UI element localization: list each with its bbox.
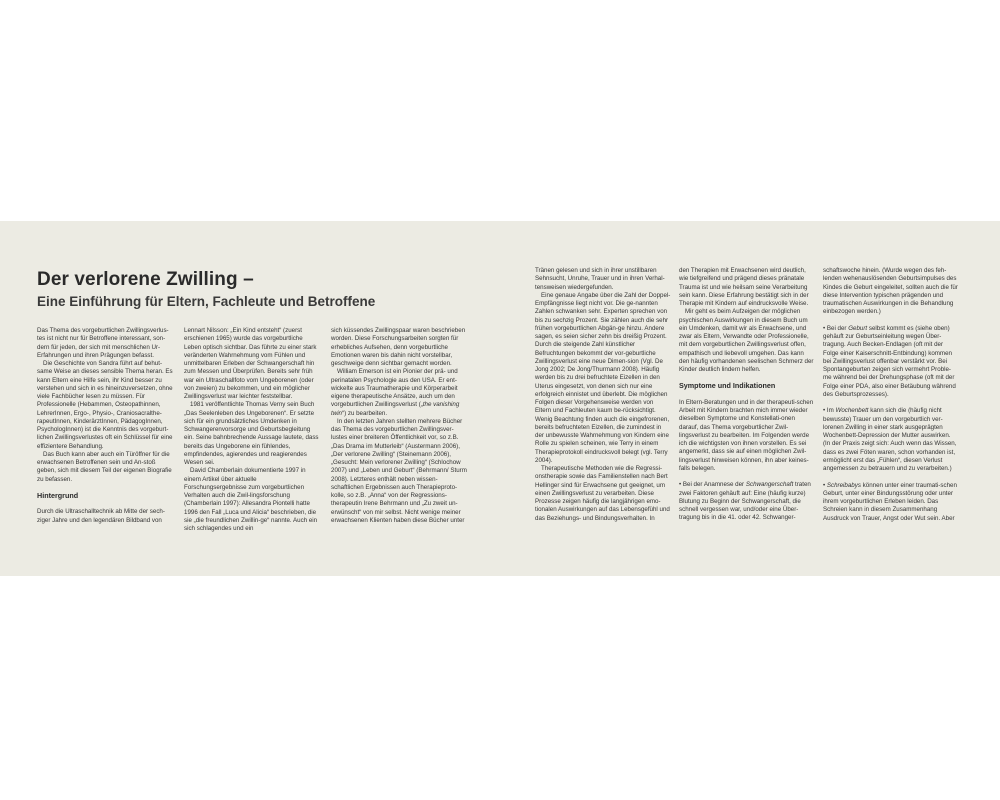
text-span: • Im [823,407,836,415]
paragraph: In Eltern-Beratungen und in der therapeuti-schen Arbeit mit Kindern brachten mich immer wieder dieselben Symptome und Konstellati-onen darauf, das Thema vorgeburtlicher Zwil-lingsverlust zu bearbeiten. Im Folgenden werde ich die wichtigsten von ihnen vorstellen. Es sei angemerkt, dass sie auf einen möglichen Zwil-lingsverlust hinweisen können, ihn aber keines-falls belegen. [679,398,814,472]
paragraph: Durch die Ultraschalltechnik ab Mitte der sech-ziger Jahre und den legendären Bildband von [37,508,165,524]
paragraph: sich küssendes Zwillingspaar waren beschrieben worden. Diese Forschungsarbeiten sorgten für erhebliches Aufsehen, denn vorgeburtliche Emotionen waren bis dahin nicht vorstellbar, geschweige denn sichtbar gemacht worden. [331,327,466,367]
paragraph: Eine genaue Angabe über die Zahl der Doppel-Empfängnisse liegt nicht vor. Die ge-nannten Zahlen schwanken sehr. Experten sprechen von bis zu sechzig Prozent. Sie zählen auch die sehr frühen vorgeburtlichen Abgän-ge hinzu. Andere sagen, es seien sicher zehn bis dreißig Prozent. Durch die steigende Zahl künstlicher Befruchtungen bekommt der vor-geburtliche Zwillingsverlust eine neue Dimen-sion (Vgl. De Jong 2002; De Jong/Thurmann 2008). Häufig werden bis zu drei befruchtete Eizellen in den Uterus eingesetzt, von denen sich nur eine erfolgreich einnistet und überlebt. Die möglichen Folgen dieser Vorgehensweise werden von Eltern und Fachleuten kaum be-rücksichtigt. Wenig Beachtung finden auch die eingefrorenen, bereits befruchteten Eizellen, die zumindest in der unbewusste Wahrnehmung von Kindern eine Rolle zu spielen scheinen, wie Terry in einem Therapieprotokoll eindrucksvoll belegt (vgl. Terry 2004). [535,291,671,464]
bullet-paragraph [823,325,959,399]
text-column-2 [184,327,320,533]
paragraph: 1981 veröffentlichte Thomas Verny sein Buch „Das Seelenleben des Ungeborenen“. Er setzte sich für ein grundsätzliches Umdenken in Schwangerenvorsorge und Geburtsbegleitung ein. Seine bahnbrechende Aussage lautete, dass bereits das Ungeborene ein fühlendes, empfindendes, agierendes und reagierendes Wesen sei. [184,401,319,466]
bullet-paragraph [823,407,959,473]
paragraph: Das Buch kann aber auch ein Türöffner für die erwachsenen Betroffenen sein und An-stoß geben, sich mit diesem Teil der eigenen Biografie zu befassen. [37,450,172,483]
text-span: William Emerson ist ein Pionier der prä- und perinatalen Psychologie aus den USA. Er ent-wickelte aus Traumatherapie und Körperarbeit eigene therapeutische Ansätze, auch um den vorgeburtlichen Zwillingsverlust („ [331,368,458,409]
bullet-paragraph [679,481,815,522]
paragraph: Das Thema des vorgeburtlichen Zwillingsverlus-tes ist nicht nur für Betroffene interessant, son-dern für jeden, der sich mit menschlichen Ur-Erfahrungen und ihren Prägungen befasst. [37,327,169,359]
paragraph: Lennart Nilsson: „Ein Kind entsteht“ (zuerst erschienen 1965) wurde das vorgeburtliche Leben optisch sichtbar. Das führte zu einer stark veränderten Wahrnehmung vom Fühlen und unmittelbaren Erleben der Schwangerschaft hin zum Messen und Überprüfen. Bereits sehr früh war ein Ultraschallfoto vom Ungeborenen (oder von zweien) zu bekommen, und ein möglicher Zwillingsverlust war leichter feststellbar. [184,327,317,400]
text-column-1 [37,327,173,525]
paragraph: David Chamberlain dokumentierte 1997 in einem Artikel über aktuelle Forschungsergebnisse zum vorgeburtlichen Verhalten auch die Zwil-lingsforschung (Chamberlain 1997): Allesandra Piontelli hatte 1996 den Fall „Luca und Alicia“ beschrieben, die sie „die freundlichen Zwillin-ge“ nannte. Auch ein sich schlagendes und ein [184,467,318,532]
italic-phrase: Wochenbett [835,407,869,415]
italic-phrase: the vanishing twin [331,401,460,417]
text-column-4 [535,267,671,523]
paragraph [331,368,467,418]
text-column-6 [823,267,959,523]
text-span: “) zu bearbeiten. [342,409,388,417]
article-subtitle: Eine Einführung für Eltern, Fachleute und Betroffene [37,294,376,309]
text-column-5 [679,267,815,523]
text-span: selbst kommt es (siehe oben) gehäuft zur Geburtseinleitung wegen Über-tragung. Auch Becken-Endlagen (oft mit der Folge einer Kaiserschnitt-Entbindung) kommen bei Zwillingsverlust offenbar verstärkt vor. Bei Spontangeburten zeigen sich vermehrt Proble-me während bei der Drehungsphase (oft mit der Folge einer PDA, also einer Betäubung während des Geburtsprozesses). [823,324,956,398]
text-span: können unter einer traumati-schen Geburt, unter einer Bindungsstörung oder unter ihrem vorgeburtlichen Erleben leiden. Das Schreien kann in diesem Zusammenhang Ausdruck von Trauer, Angst oder Wut sein. Aber [823,481,957,522]
text-span: • Bei der Anamnese der [679,481,746,489]
paragraph: Therapeutische Methoden wie die Regressi-onstherapie sowie das Familienstellen nach Bert Hellinger sind für Erwachsene gut geeignet, um einen Zwillingsverlust zu verarbeiten. Diese Prozesse zeigen häufig die langjährigen emo-tionalen Auswirkungen auf das Lebensgefühl und das Beziehungs- und Bindungsverhalten. In [535,465,670,522]
text-span: • [823,481,827,489]
article-title: Der verlorene Zwilling – [37,269,254,290]
italic-phrase: Geburt [848,324,868,332]
paragraph: Mir geht es beim Aufzeigen der möglichen psychischen Auswirkungen in diesem Buch um ein Umdenken, damit wir als Erwachsene, und zwar als Eltern, Verwandte oder Professionelle, mit dem vorgeburtlichen Zwillingsverlust offen, empathisch und liebevoll umgehen. Das kann den häufig vorhandenen seelischen Schmerz der Kinder deutlich lindern helfen. [679,308,814,373]
bullet-paragraph [823,482,959,523]
section-heading-hintergrund: Hintergrund [37,490,79,500]
paragraph: Die Geschichte von Sandra führt auf behut-same Weise an dieses sensible Thema heran. Es kann Eltern eine Hilfe sein, ihr Kind besser zu verstehen und sich in es hineinzuversetzen, ohne viele Fachbücher lesen zu müssen. Für Professionelle (Hebammen, Osteopathinnen, LehrerInnen, Ergo-, Physio-, Craniosacralthe-rapeutInnen, KinderärztInnen, PädagogInnen, PsychologInnen) ist die Kenntnis des vorgeburt-lichen Zwillingsverlustes oft ein Schlüssel für eine effizientere Behandlung. [37,360,173,450]
text-span: kann sich die (häufig nicht bewusste) Trauer um den vorgeburtlich ver-lorenen Zwilling in einer stark ausgeprägten Wochenbett-Depression der Mutter auswirken. (In der Praxis zeigt sich: Auch wenn das Wissen, dass es zwei Föten waren, schon vorhanden ist, ermöglicht erst das „Fühlen“, diesen Verlust angemessen zu betrauern und zu verarbeiten.) [823,407,957,472]
section-heading-symptome: Symptome und Indikationen [679,381,776,391]
paragraph: schaftswoche hinein. (Wurde wegen des feh-lenden wehenauslösenden Geburtsimpulses des Kindes die Geburt eingeleitet, sollten auch die für diese Intervention typischen prägenden und traumatischen Auswirkungen in die Behandlung einbezogen werden.) [823,267,958,316]
text-column-3 [331,327,467,525]
italic-phrase: Schwangerschaft [745,481,794,489]
italic-phrase: Schreibabys [826,481,861,489]
paragraph: Tränen gelesen und sich in ihrer unstillbaren Sehnsucht, Unruhe, Trauer und in ihren Verhal-tensweisen wiedergefunden. [535,267,665,291]
text-span: • Bei der [823,324,849,332]
paragraph: den Therapien mit Erwachsenen wird deutlich, wie tiefgreifend und prägend dieses pränatale Trauma ist und wie heilsam seine Verarbeitung sein kann. Diese Erfahrung bestätigt sich in der Therapie mit Kindern auf eindrucksvolle Weise. [679,267,809,307]
book-spread [0,221,1000,576]
paragraph: In den letzten Jahren stellten mehrere Bücher das Thema des vorgeburtlichen Zwillingsver-lustes einer breiteren Öffentlichkeit vor, so z.B. „Das Drama im Mutterleib“ (Austermann 2006), „Der verlorene Zwilling“ (Steinemann 2006), „Gesucht: Mein verlorener Zwilling“ (Schlochow 2007) und „Leben und Geburt“ (Behrmann/ Sturm 2008). Letzteres enthält neben wissen-schaftlichen Ergebnissen auch Therapieproto-kolle, so z.B. „Anna“ von der Regressions-therapeutin Irene Behrmann und „Zu zweit un-erwünscht“ von mir selbst. Nicht wenige meiner erwachsenen Klienten haben diese Bücher unter [331,417,467,524]
text-span: traten zwei Faktoren gehäuft auf: Eine (häufig kurze) Blutung zu Beginn der Schwangerschaft, die schnell vergessen war, und/oder eine Über-tragung bis in die 41. oder 42. Schwanger- [679,481,811,522]
